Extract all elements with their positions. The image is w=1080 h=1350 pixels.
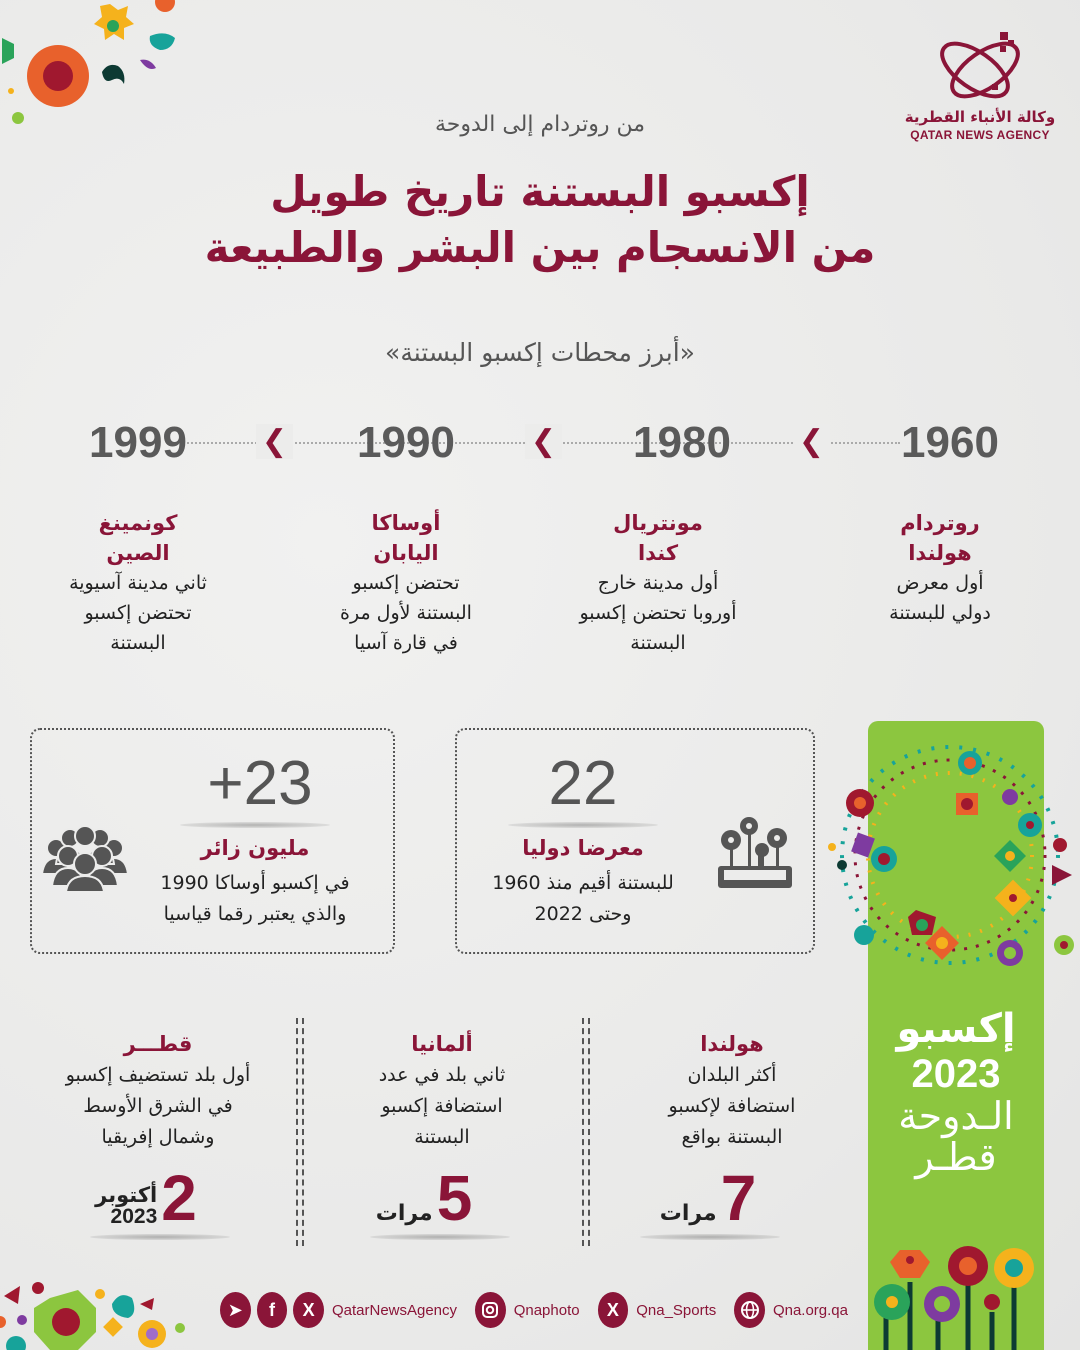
country-desc-line: البستنة بواقع — [681, 1126, 783, 1148]
decorative-shapes-top-left — [0, 0, 200, 130]
stat-desc-line: وحتى 2022 — [534, 903, 632, 925]
x-icon[interactable]: X — [293, 1292, 324, 1328]
year-1990: 1990 — [357, 418, 455, 467]
station-city: أوساكا — [371, 511, 441, 535]
qna-emblem-icon — [930, 28, 1030, 104]
crowd-icon — [42, 826, 128, 892]
handle-qatarnewsagency[interactable]: QatarNewsAgency — [331, 1301, 458, 1319]
station-desc-line: في قارة آسيا — [354, 632, 458, 654]
globe-icon[interactable] — [734, 1292, 765, 1328]
logo-arabic-name: وكالة الأنباء القطرية — [904, 108, 1056, 126]
chevron-left-icon: ❮ — [793, 424, 830, 459]
year-1980: 1980 — [633, 418, 731, 467]
station-country: كندا — [637, 541, 679, 565]
stat-number: +23 — [207, 749, 313, 818]
country-desc-line: ثاني بلد في عدد — [378, 1064, 506, 1086]
expo-country: قطـر — [915, 1135, 997, 1179]
country-desc-line: أكثر البلدان — [687, 1064, 777, 1086]
date-year: 2023 — [110, 1205, 158, 1228]
stat-description — [463, 868, 703, 930]
page-title — [0, 164, 1080, 276]
station-rotterdam — [830, 508, 1050, 628]
expo-2023-title — [868, 1005, 1044, 1177]
vertical-divider — [582, 1018, 590, 1246]
station-country: هولندا — [908, 541, 972, 565]
station-desc-line: أول معرض — [896, 572, 984, 594]
timeline — [60, 418, 1020, 468]
station-desc-line: البستنة — [630, 632, 686, 654]
vertical-divider — [296, 1018, 304, 1246]
handle-qnaphoto[interactable]: Qnaphoto — [513, 1301, 580, 1319]
count-number: 2 — [161, 1162, 197, 1234]
stat-desc-line: في إكسبو أوساكا 1990 — [160, 872, 350, 894]
country-netherlands — [612, 1028, 852, 1153]
station-desc-line: أول مدينة خارج — [597, 572, 719, 594]
station-desc-line: تحتضن إكسبو — [352, 572, 460, 594]
country-desc-line: في الشرق الأوسط — [83, 1095, 233, 1117]
country-desc-line: البستنة — [414, 1126, 470, 1148]
country-name: قطـــر — [123, 1032, 193, 1056]
station-montreal — [548, 508, 768, 658]
station-city: مونتريال — [613, 511, 703, 535]
chevron-left-icon: ❮ — [525, 424, 562, 459]
station-country: الصين — [106, 541, 170, 565]
station-osaka — [296, 508, 516, 658]
count-qatar — [26, 1162, 266, 1234]
count-date — [95, 1184, 157, 1228]
station-desc-line: البستنة لأول مرة — [340, 602, 472, 624]
station-city: روتردام — [900, 511, 980, 535]
flower-pot-icon — [716, 812, 796, 892]
count-number: 7 — [720, 1162, 757, 1234]
shadow-divider — [640, 1234, 780, 1240]
title-line-1: إكسبو البستنة تاريخ طويل — [270, 167, 810, 216]
logo-english-name: QATAR NEWS AGENCY — [910, 128, 1050, 142]
expo-year: 2023 — [911, 1052, 1001, 1096]
count-number: 5 — [436, 1162, 473, 1234]
station-desc-line: دولي للبستنة — [889, 602, 991, 624]
social-footer — [220, 1290, 860, 1330]
x-icon[interactable]: X — [598, 1292, 629, 1328]
station-country: اليابان — [373, 541, 439, 565]
decorative-shapes-bottom-left — [0, 1270, 220, 1350]
shadow-divider — [370, 1234, 510, 1240]
telegram-icon[interactable]: ➤ — [220, 1292, 251, 1328]
title-line-2: من الانسجام بين البشر والطبيعة — [204, 223, 876, 272]
kicker-text: من روتردام إلى الدوحة — [434, 112, 646, 137]
handle-qna-sports[interactable]: Qna_Sports — [636, 1301, 717, 1319]
stat-description — [130, 868, 380, 930]
stat-label: معرضا دوليا — [522, 836, 644, 860]
expo-city: الـدوحة — [898, 1094, 1014, 1138]
country-name: هولندا — [700, 1032, 764, 1056]
stat-number: 22 — [548, 749, 618, 818]
shadow-divider — [508, 822, 658, 828]
station-desc-line: البستنة — [110, 632, 166, 654]
count-netherlands — [588, 1162, 828, 1234]
flower-wreath-decoration — [820, 735, 1080, 980]
expo-word: إكسبو — [896, 1006, 1016, 1052]
stat-label: مليون زائر — [200, 836, 310, 860]
year-1999: 1999 — [89, 418, 187, 467]
country-desc-line: أول بلد تستضيف إكسبو — [65, 1064, 251, 1086]
country-qatar — [38, 1028, 278, 1153]
count-unit: مرات — [659, 1201, 717, 1226]
country-name: ألمانيا — [411, 1032, 473, 1056]
instagram-icon[interactable] — [475, 1292, 506, 1328]
country-germany — [322, 1028, 562, 1153]
handle-website[interactable]: Qna.org.qa — [772, 1301, 848, 1319]
station-desc-line: تحتضن إكسبو — [84, 602, 192, 624]
section-subtitle: «أبرز محطات إكسبو البستنة» — [385, 338, 695, 367]
stat-desc-line: والذي يعتبر رقما قياسيا — [163, 903, 347, 925]
station-city: كونمينغ — [98, 511, 178, 535]
chevron-left-icon: ❮ — [256, 424, 293, 459]
flowers-decoration — [868, 1232, 1044, 1350]
facebook-icon[interactable]: f — [257, 1292, 288, 1328]
shadow-divider — [180, 822, 330, 828]
country-desc-line: وشمال إفريقيا — [101, 1126, 215, 1148]
station-kunming — [28, 508, 248, 658]
country-desc-line: استضافة لإكسبو — [668, 1095, 796, 1117]
count-unit: مرات — [375, 1201, 433, 1226]
station-desc-line: أوروبا تحتضن إكسبو — [579, 602, 737, 624]
country-desc-line: استضافة إكسبو — [381, 1095, 503, 1117]
year-1960: 1960 — [901, 418, 999, 467]
date-month: أكتوبر — [95, 1183, 158, 1207]
shadow-divider — [90, 1234, 230, 1240]
stat-desc-line: للبستنة أقيم منذ 1960 — [492, 872, 674, 894]
station-desc-line: ثاني مدينة آسيوية — [69, 572, 207, 594]
count-germany — [304, 1162, 544, 1234]
